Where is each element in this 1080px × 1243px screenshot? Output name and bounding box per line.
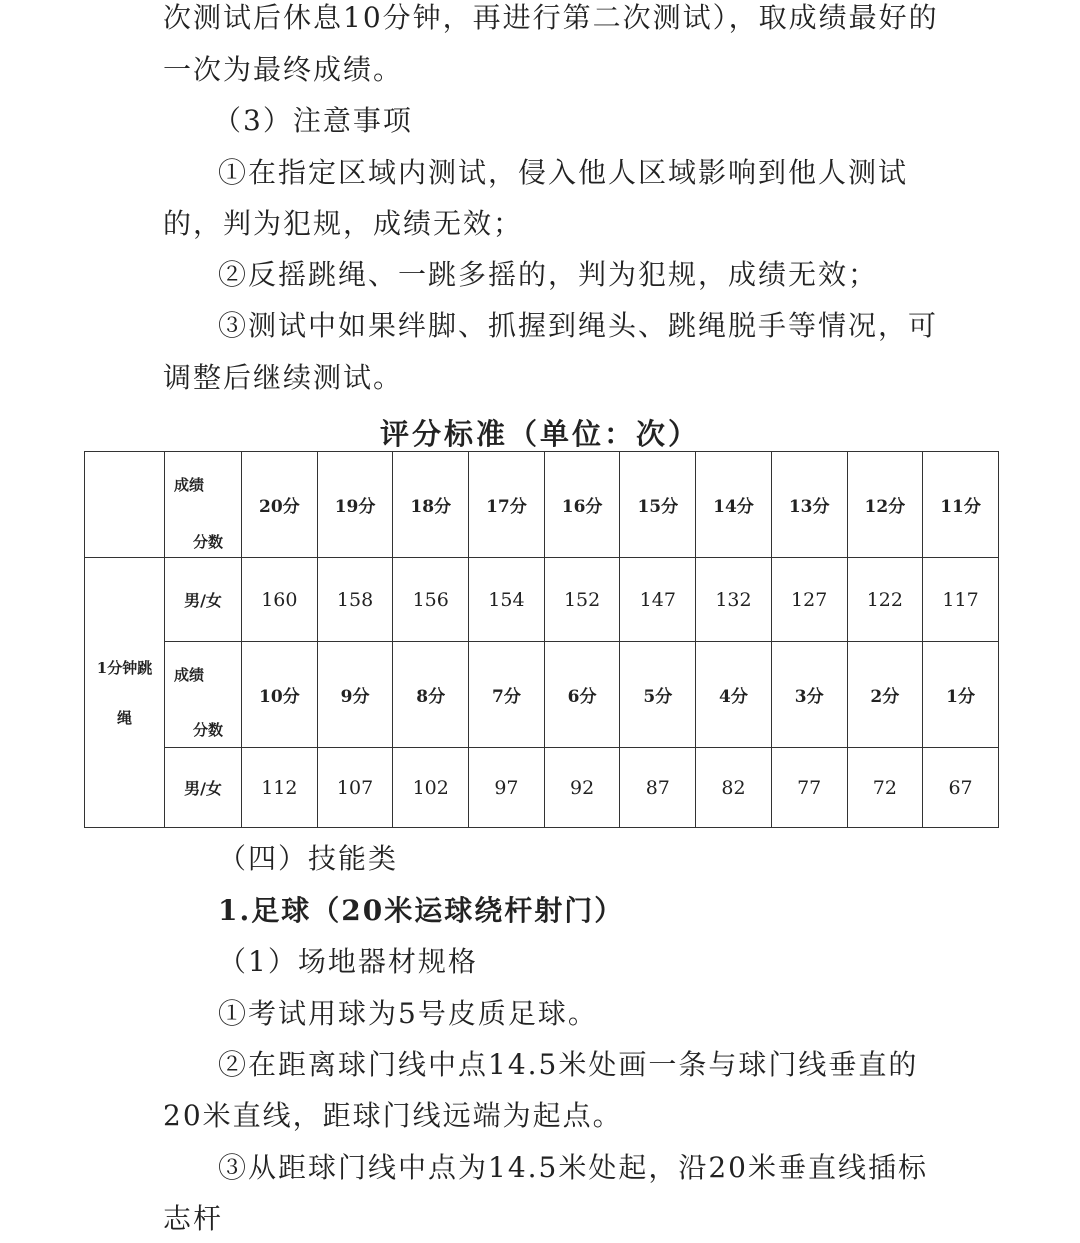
- event-name-line: 1分钟跳: [96, 658, 153, 677]
- scoring-table: [84, 451, 999, 828]
- paragraph-line: 一次为最终成绩。: [163, 53, 404, 86]
- result-label: 成绩: [174, 665, 205, 684]
- score-cell: 3分: [771, 642, 847, 748]
- score-label: 分数: [193, 720, 224, 739]
- score-cell: 12分: [847, 452, 923, 558]
- value-cell: 87: [620, 748, 696, 828]
- gender-label-cell: 男/女: [165, 558, 242, 642]
- score-cell: 17分: [469, 452, 545, 558]
- score-cell: 6分: [544, 642, 620, 748]
- value-cell: 112: [242, 748, 318, 828]
- score-cell: 18分: [393, 452, 469, 558]
- value-cell: 82: [696, 748, 772, 828]
- score-cell: 19分: [317, 452, 393, 558]
- table-title: 评分标准（单位：次）: [379, 417, 700, 451]
- value-cell: 117: [923, 558, 999, 642]
- score-cell: 16分: [544, 452, 620, 558]
- value-cell: 154: [469, 558, 545, 642]
- score-cell: 14分: [696, 452, 772, 558]
- paragraph-line: 次测试后休息10分钟，再进行第二次测试），取成绩最好的: [163, 1, 939, 34]
- paragraph-line: 20米直线，距球门线远端为起点。: [163, 1099, 623, 1132]
- score-label: 分数: [193, 532, 224, 551]
- score-cell: 13分: [771, 452, 847, 558]
- score-cell: 1分: [923, 642, 999, 748]
- value-cell: 156: [393, 558, 469, 642]
- score-cell: 8分: [393, 642, 469, 748]
- value-cell: 72: [847, 748, 923, 828]
- value-cell: 127: [771, 558, 847, 642]
- score-cell: 7分: [469, 642, 545, 748]
- section-heading: （四）技能类: [218, 842, 399, 875]
- value-cell: 147: [620, 558, 696, 642]
- score-cell: 2分: [847, 642, 923, 748]
- value-cell: 107: [317, 748, 393, 828]
- paragraph-line: 的，判为犯规，成绩无效；: [163, 207, 524, 240]
- value-cell: 77: [771, 748, 847, 828]
- empty-corner-cell: [85, 452, 165, 558]
- subsection-heading-bold: 1.足球（20米运球绕杆射门）: [218, 894, 625, 927]
- subsection-heading: （1）场地器材规格: [218, 945, 478, 978]
- result-label: 成绩: [174, 475, 205, 494]
- table-row: [85, 748, 999, 828]
- event-name-line: 绳: [116, 708, 132, 727]
- score-cell: 10分: [242, 642, 318, 748]
- score-cell: 9分: [317, 642, 393, 748]
- table-row: [85, 558, 999, 642]
- value-cell: 92: [544, 748, 620, 828]
- value-cell: 158: [317, 558, 393, 642]
- value-cell: 67: [923, 748, 999, 828]
- paragraph-line: ①考试用球为5号皮质足球。: [218, 997, 598, 1030]
- value-cell: 160: [242, 558, 318, 642]
- score-result-header-cell: [165, 642, 242, 748]
- paragraph-line: 调整后继续测试。: [163, 361, 404, 394]
- score-cell: 4分: [696, 642, 772, 748]
- paragraph-line: ③从距球门线中点为14.5米处起，沿20米垂直线插标: [218, 1151, 928, 1184]
- paragraph-line: ②在距离球门线中点14.5米处画一条与球门线垂直的: [218, 1048, 919, 1081]
- table-row: [85, 642, 999, 748]
- value-cell: 122: [847, 558, 923, 642]
- paragraph-line: ②反摇跳绳、一跳多摇的，判为犯规，成绩无效；: [218, 258, 879, 291]
- score-cell: 11分: [923, 452, 999, 558]
- score-cell: 20分: [242, 452, 318, 558]
- gender-label-cell: 男/女: [165, 748, 242, 828]
- value-cell: 152: [544, 558, 620, 642]
- value-cell: 102: [393, 748, 469, 828]
- value-cell: 132: [696, 558, 772, 642]
- event-name-cell: [85, 558, 165, 828]
- subsection-heading: （3）注意事项: [213, 104, 413, 137]
- score-result-header-cell: [165, 452, 242, 558]
- paragraph-line: ①在指定区域内测试，侵入他人区域影响到他人测试: [218, 156, 909, 189]
- paragraph-line: 志杆: [163, 1202, 224, 1235]
- score-cell: 5分: [620, 642, 696, 748]
- table-row: [85, 452, 999, 558]
- value-cell: 97: [469, 748, 545, 828]
- score-cell: 15分: [620, 452, 696, 558]
- paragraph-line: ③测试中如果绊脚、抓握到绳头、跳绳脱手等情况，可: [218, 309, 939, 342]
